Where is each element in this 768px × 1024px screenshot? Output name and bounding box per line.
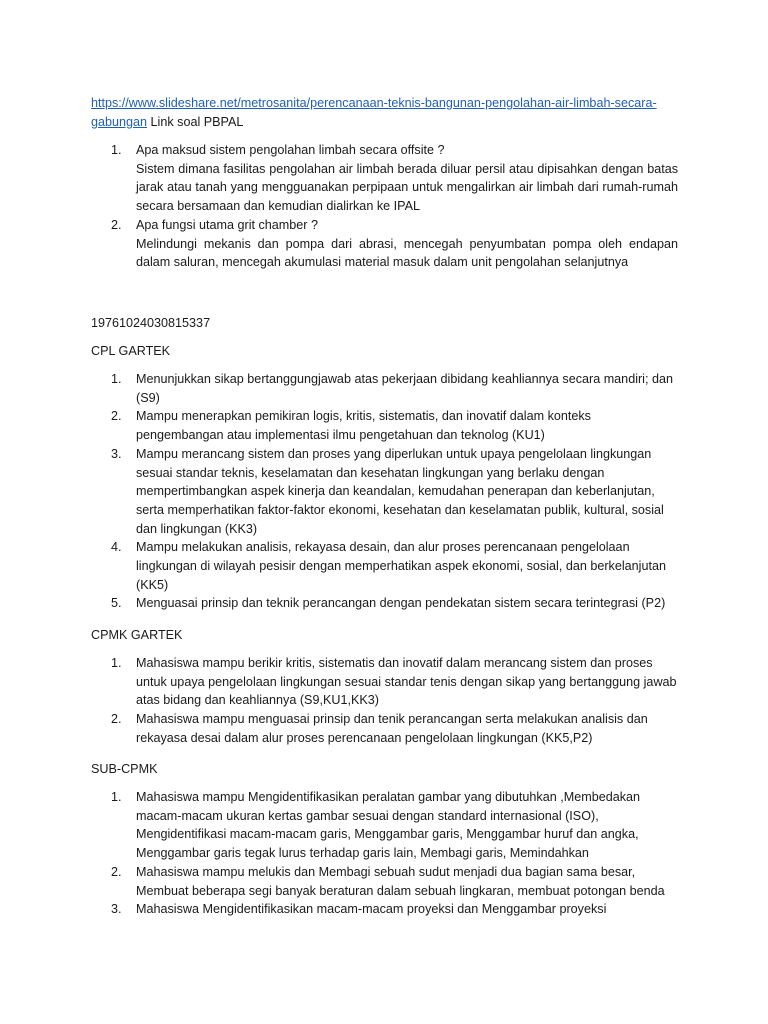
source-link-paragraph xyxy=(91,94,678,131)
list-item-text: Mampu menerapkan pemikiran logis, kritis, sistematis, dan inovatif dalam konteks pengembangan atau implementasi ilmu pengetahuan dan teknolog (KU1) xyxy=(136,409,591,443)
list-number: 1. xyxy=(111,656,122,670)
list-number: 1. xyxy=(111,372,122,386)
list-number: 2. xyxy=(111,864,122,879)
list-number: 1. xyxy=(111,790,122,804)
question-text: Apa fungsi utama grit chamber ? xyxy=(136,217,319,232)
list-number: 2. xyxy=(111,409,122,424)
list-item xyxy=(91,788,678,863)
list-item xyxy=(91,654,678,710)
list-item-text: Mahasiswa mampu melukis dan Membagi sebuah sudut menjadi dua bagian sama besar, Membuat beberapa segi banyak beraturan dalam sebuah lingkaran, membuat potongan benda xyxy=(136,864,665,898)
list-number: 3. xyxy=(111,446,122,461)
list-item xyxy=(91,445,678,539)
answer-text: Melindungi mekanis dan pompa dari abrasi, mencegah penyumbatan pompa oleh endapan dalam saluran, mencegah akumulasi material masuk dalam unit pengolahan selanjutnya xyxy=(136,236,678,270)
list-item-text: Mahasiswa mampu Mengidentifikasikan peralatan gambar yang dibutuhkan ,Membedakan macam-macam ukuran kertas gambar sesuai dengan standard internasional (ISO), Mengidentifikasi macam-macam garis, Menggambar garis, Menggambar huruf dan angka, Menggambar garis tegak lurus terhadap garis lain, Membagi garis, Memindahkan xyxy=(136,790,641,861)
list-number: 1. xyxy=(111,143,122,157)
list-number: 2. xyxy=(111,217,122,232)
cpmk-list xyxy=(91,654,678,748)
cpl-heading: CPL GARTEK xyxy=(91,344,171,358)
link-caption: Link soal PBPAL xyxy=(147,114,244,129)
qa-item xyxy=(91,141,678,216)
qa-item xyxy=(91,216,678,272)
list-item-text: Mahasiswa mampu berikir kritis, sistematis dan inovatif dalam merancang sistem dan proses untuk upaya pengelolaan lingkungan sesuai standar tenis dengan sikap yang bertanggung jawab atas bidang dan keahliannya (S9,KU1,KK3) xyxy=(136,656,677,708)
list-item xyxy=(91,900,678,919)
list-item xyxy=(91,710,678,747)
list-item xyxy=(91,594,678,613)
list-item-text: Menunjukkan sikap bertanggungjawab atas pekerjaan dibidang keahliannya secara mandiri; dan (S9) xyxy=(136,372,673,405)
question-text: Apa maksud sistem pengolahan limbah secara offsite ? xyxy=(136,143,445,157)
cpmk-heading: CPMK GARTEK xyxy=(91,628,183,642)
list-number: 2. xyxy=(111,712,122,727)
list-item-text: Mampu merancang sistem dan proses yang diperlukan untuk upaya pengelolaan lingkungan sesuai standar teknis, keselamatan dan kesehatan lingkungan yang berlaku dengan mempertimbangkan aspek kinerja dan keandalan, kemudahan penerapan dan keberlanjutan, serta memperhatikan faktor-faktor ekonomi, kesehatan dan keselamatan publik, kultural, sosial dan lingkungan (KK3) xyxy=(136,446,664,536)
list-item-text: Mahasiswa mampu menguasai prinsip dan tenik perancangan serta melakukan analisis dan rekayasa desai dalam alur proses perencanaan pengelolaan lingkungan (KK5,P2) xyxy=(136,712,648,745)
answer-text: Sistem dimana fasilitas pengolahan air limbah berada diluar persil atau dipisahkan dengan batas jarak atau tanah yang mengguanakan perpipaan untuk mengalirkan air limbah dari rumah-rumah secara bersamaan dan kemudian dialirkan ke IPAL xyxy=(136,161,678,214)
list-number: 4. xyxy=(111,540,122,555)
list-item xyxy=(91,407,678,444)
list-item xyxy=(91,370,678,407)
list-item-text: Mampu melakukan analisis, rekayasa desain, dan alur proses perencanaan pengelolaan lingkungan di wilayah pesisir dengan memperhatikan aspek ekonomi, sosial, dan berkelanjutan (KK5) xyxy=(136,540,666,592)
qa-list xyxy=(91,141,678,272)
list-item-text: Mahasiswa Mengidentifikasikan macam-macam proyeksi dan Menggambar proyeksi xyxy=(136,902,607,917)
list-item xyxy=(91,863,678,900)
subcpmk-heading: SUB-CPMK xyxy=(91,762,158,776)
list-number: 5. xyxy=(111,596,122,611)
list-item-text: Menguasai prinsip dan teknik perancangan dengan pendekatan sistem secara terintegrasi (P2) xyxy=(136,596,666,611)
subcpmk-list xyxy=(91,788,678,919)
list-number: 3. xyxy=(111,902,122,917)
list-item xyxy=(91,538,678,594)
cpl-list xyxy=(91,370,678,613)
slideshare-link[interactable]: https://www.slideshare.net/metrosanita/perencanaan-teknis-bangunan-pengolahan-air-limbah-secara-gabungan xyxy=(91,96,657,129)
id-number: 19761024030815337 xyxy=(91,316,211,330)
